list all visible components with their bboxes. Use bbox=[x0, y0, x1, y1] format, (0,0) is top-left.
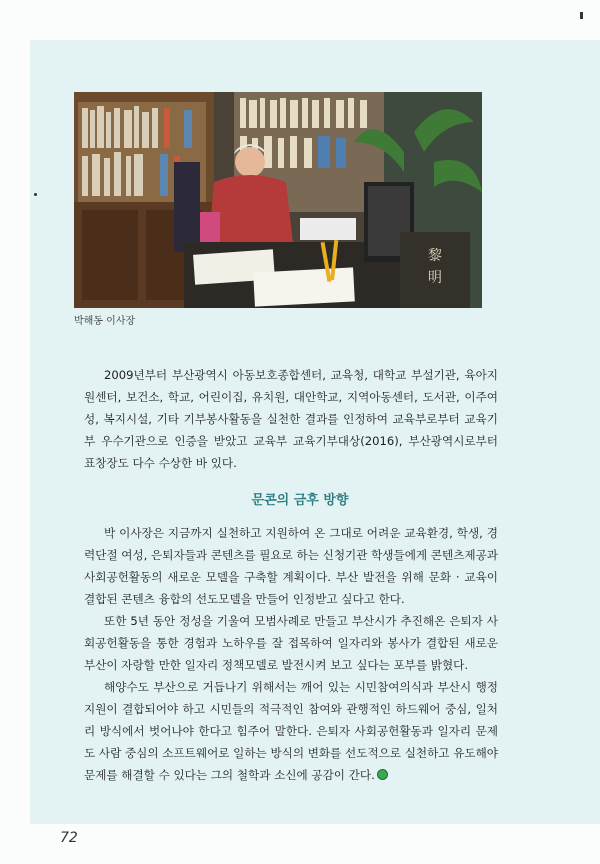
photo-caption: 박해동 이사장 bbox=[74, 316, 136, 327]
nameplate-line1: 黎 bbox=[428, 248, 442, 264]
body-paragraph-1: 2009년부터 부산광역시 아동보호종합센터, 교육청, 대학교 부설기관, 육아지원센터, 보건소, 학교, 어린이집, 유치원, 대안학교, 지역아동센터, 도서관, 이주여성, 복지시설, 기타 기부봉사활동을 실천한 결과를 인정하여 교육부로부터 교육기부 우수기관으로 인증을 받았고 교육부 교육기부대상(2016), 부산광역시로부터 표창장도 다수 수상한 바 있다. bbox=[84, 368, 498, 470]
page-number: 72 bbox=[60, 830, 78, 846]
body-paragraph-3: 또한 5년 동안 정성을 기울여 모범사례로 만들고 부산시가 추진해온 은퇴자 사회공헌활동을 통한 경험과 노하우를 잘 접목하여 일자리와 봉사가 결합된 새로운 부산이 자랑할 만한 일자리 정책모델로 발전시켜 보고 싶다는 포부를 밝혔다. bbox=[84, 614, 498, 672]
corner-mark bbox=[580, 12, 583, 19]
nameplate-line2: 明 bbox=[428, 270, 442, 286]
section-heading: 문콘의 금후 방향 bbox=[251, 493, 349, 508]
office-photo-illustration bbox=[74, 92, 482, 308]
end-of-article-icon bbox=[377, 769, 388, 780]
body-paragraph-4 bbox=[84, 676, 498, 786]
office-photo bbox=[74, 92, 482, 308]
margin-dot bbox=[34, 193, 37, 196]
body-paragraph-2: 박 이사장은 지금까지 실천하고 지원하여 온 그대로 어려운 교육환경, 학생, 경력단절 여성, 은퇴자들과 콘텐츠를 필요로 하는 신청기관 학생들에게 콘텐츠제공과 사회공헌활동의 새로운 모델을 구축할 계획이다. 부산 발전을 위해 문화 · 교육이 결합된 콘텐츠 융합의 선도모델을 만들어 인정받고 싶다고 한다. bbox=[84, 526, 498, 606]
body-paragraph-4-text: 해양수도 부산으로 거듭나기 위해서는 깨어 있는 시민참여의식과 부산시 행정지원이 결합되어야 하고 시민들의 적극적인 참여와 관행적인 하드웨어 중심, 일처리 방식에서 벗어나야 한다고 힘주어 말한다. 은퇴자 사회공헌활동과 일자리 문제도 사람 중심의 소프트웨어로 일하는 방식의 변화를 선도적으로 실천하고 유도해야 문제를 해결할 수 있다는 그의 철학과 소신에 공감이 간다. bbox=[84, 680, 498, 782]
